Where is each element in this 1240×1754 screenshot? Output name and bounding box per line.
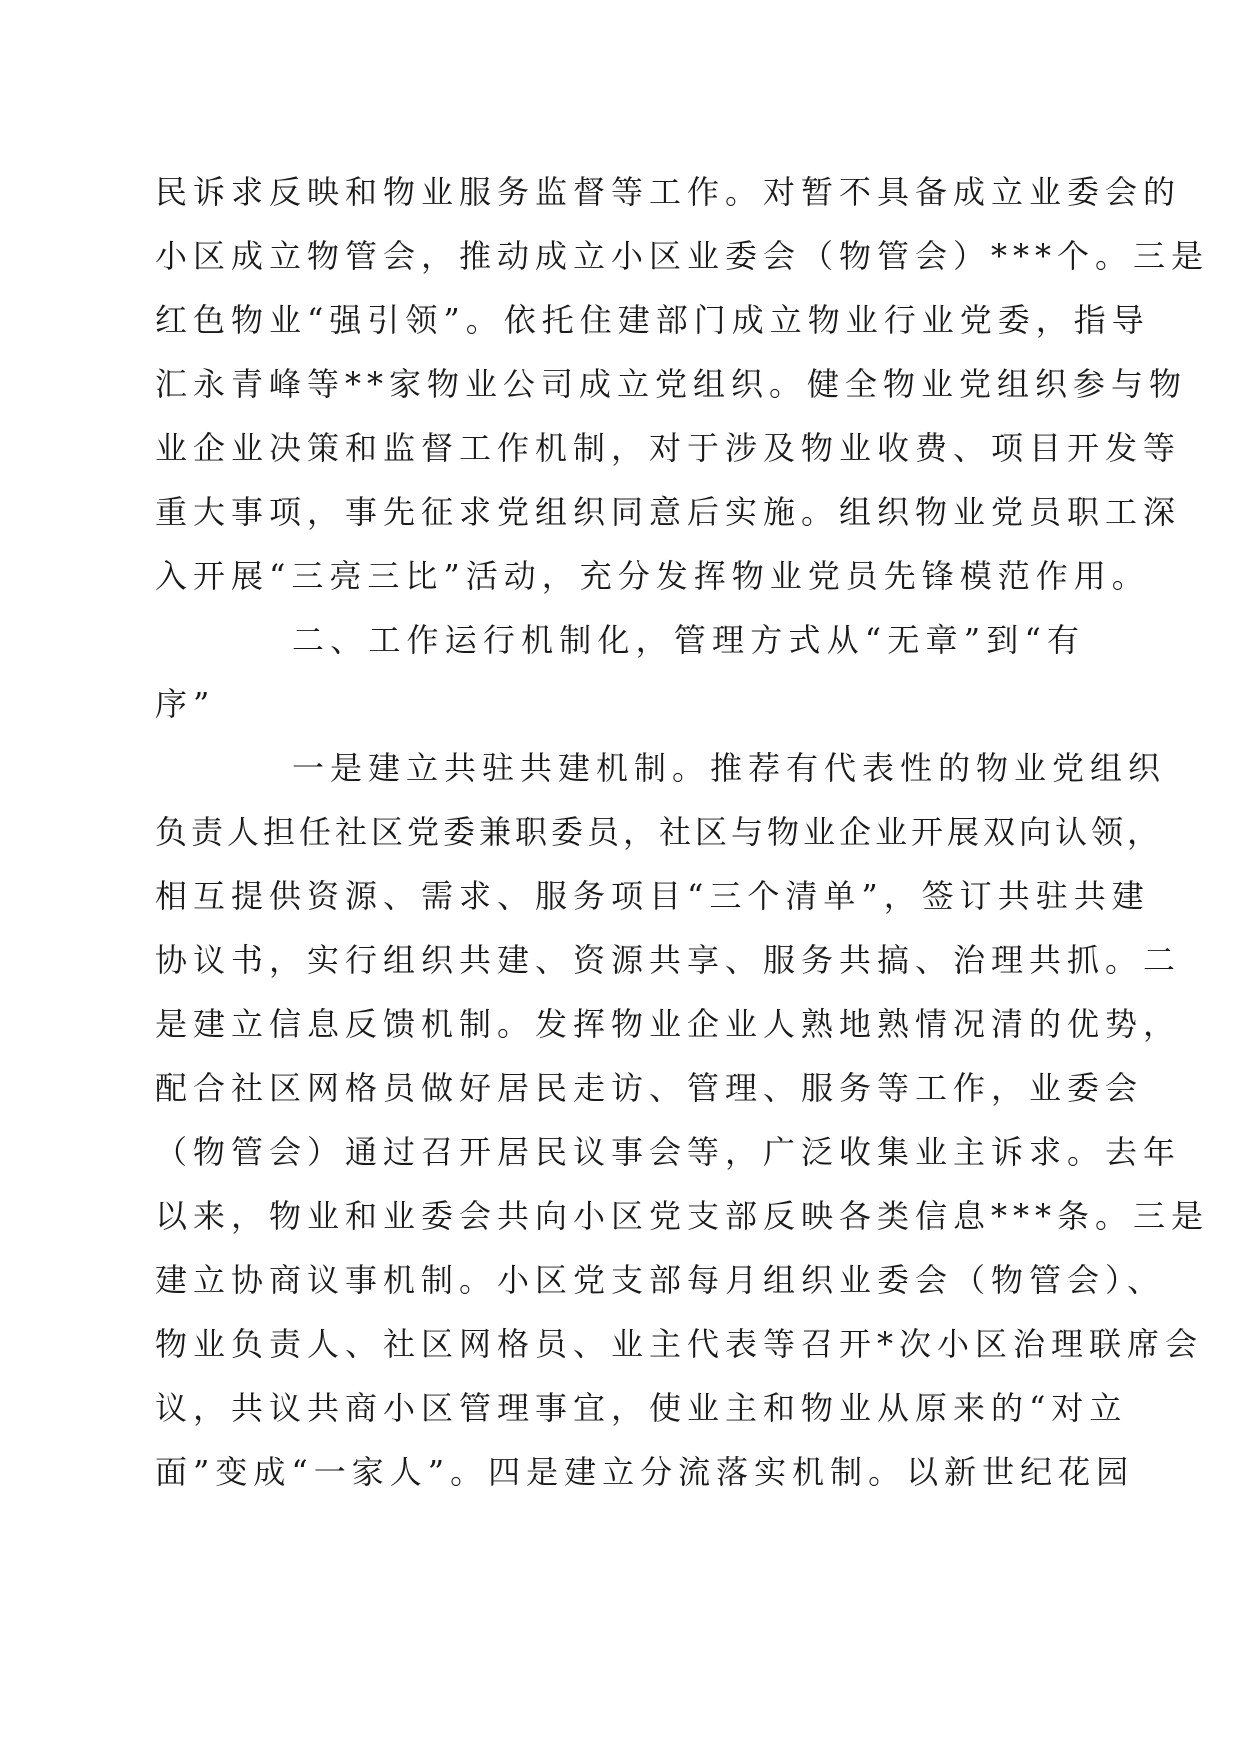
body-text-line: 入开展“三亮三比”活动，充分发挥物业党员先锋模范作用。 (155, 557, 1150, 595)
body-text-line: 面”变成“一家人”。四是建立分流落实机制。以新世纪花园 (155, 1453, 1135, 1491)
body-text-line: 红色物业“强引领”。依托住建部门成立物业行业党委，指导 (155, 301, 1150, 339)
body-text-line: （物管会）通过召开居民议事会等，广泛收集业主诉求。去年 (155, 1133, 1182, 1171)
body-text-line: 一是建立共驻共建机制。推荐有代表性的物业党组织 (292, 749, 1167, 787)
body-text-line: 是建立信息反馈机制。发挥物业企业人熟地熟情况清的优势， (155, 1005, 1182, 1043)
body-text-line: 建立协商议事机制。小区党支部每月组织业委会（物管会）、 (155, 1261, 1166, 1299)
body-text-line: 汇永青峰等**家物业公司成立党组织。健全物业党组织参与物 (155, 365, 1188, 403)
body-text-line: 议，共议共商小区管理事宜，使业主和物业从原来的“对立 (155, 1389, 1128, 1427)
section-heading: 二、工作运行机制化，管理方式从“无章”到“有 (292, 621, 1085, 659)
body-text-line: 小区成立物管会，推动成立小区业委会（物管会）***个。三是 (155, 237, 1210, 275)
body-text-line: 以来，物业和业委会共向小区党支部反映各类信息***条。三是 (155, 1197, 1210, 1235)
section-heading-continuation: 序” (155, 685, 216, 723)
body-text-line: 物业负责人、社区网格员、业主代表等召开*次小区治理联席会 (155, 1325, 1204, 1363)
body-text-line: 业企业决策和监督工作机制，对于涉及物业收费、项目开发等 (155, 429, 1182, 467)
body-text-line: 配合社区网格员做好居民走访、管理、服务等工作，业委会 (155, 1069, 1144, 1107)
body-text-line: 民诉求反映和物业服务监督等工作。对暂不具备成立业委会的 (155, 173, 1182, 211)
body-text-line: 负责人担任社区党委兼职委员，社区与物业企业开展双向认领， (155, 813, 1164, 851)
body-text-line: 协议书，实行组织共建、资源共享、服务共搞、治理共抓。二 (155, 941, 1182, 979)
body-text-line: 相互提供资源、需求、服务项目“三个清单”，签订共驻共建 (155, 877, 1150, 915)
body-text-line: 重大事项，事先征求党组织同意后实施。组织物业党员职工深 (155, 493, 1182, 531)
